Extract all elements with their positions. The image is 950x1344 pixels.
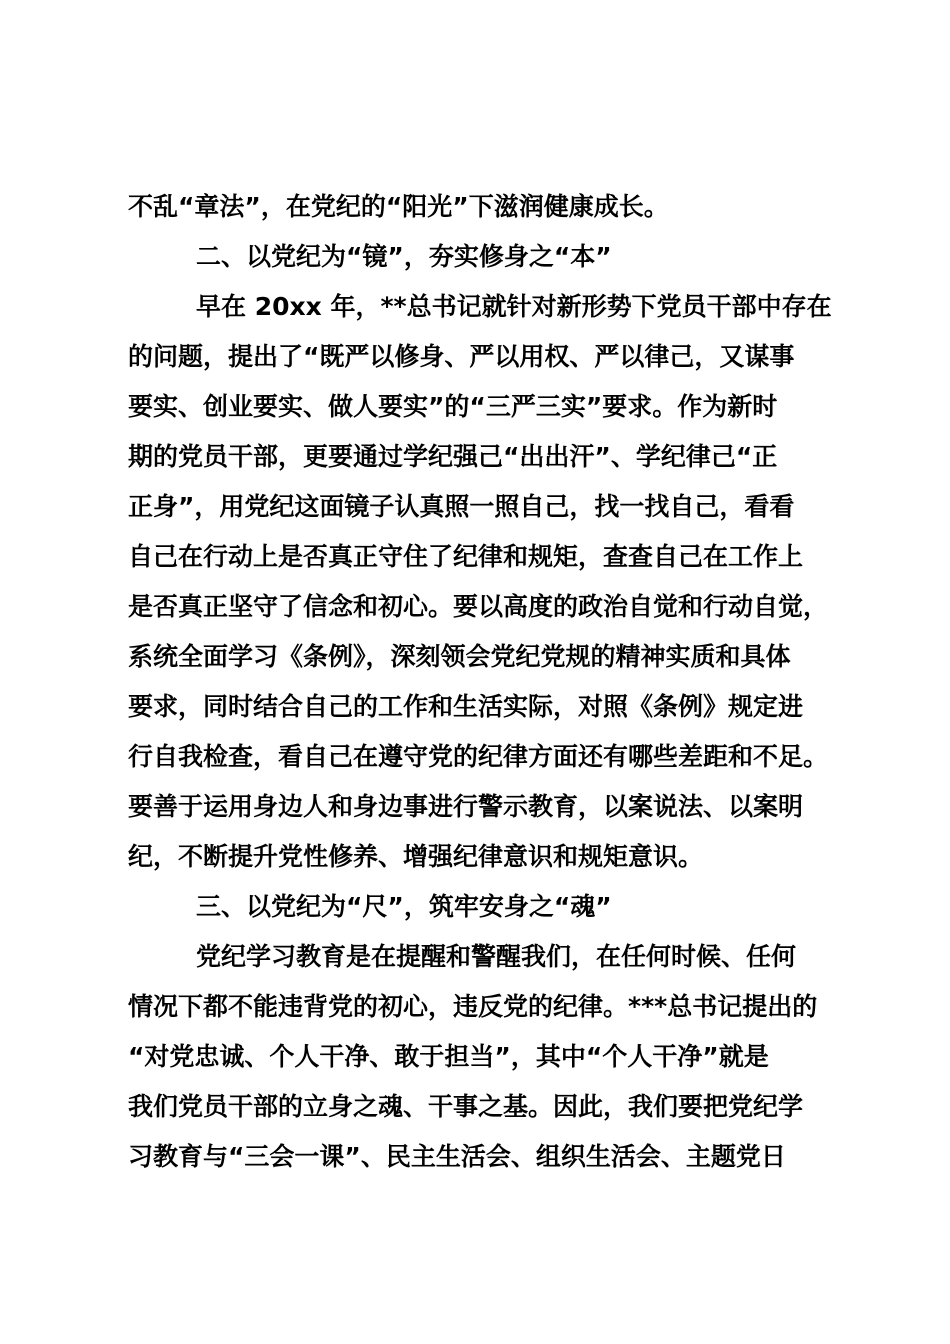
paragraph-line: 我们党员干部的立身之魂、干事之基。因此，我们要把党纪学	[128, 1092, 804, 1121]
paragraph-line: 正身”，用党纪这面镜子认真照一照自己，找一找自己，看看	[128, 492, 795, 521]
paragraph-line: 期的党员干部，更要通过学纪强己“出出汗”、学纪律己“正	[128, 442, 778, 471]
paragraph-line: 情况下都不能违背党的初心，违反党的纪律。***总书记提出的	[128, 992, 818, 1021]
paragraph-continuation-line: 不乱“章法”，在党纪的“阳光”下滋润健康成长。	[128, 192, 669, 221]
paragraph-line: 党纪学习教育是在提醒和警醒我们，在任何时候、任何	[196, 942, 797, 971]
section-heading-3: 三、以党纪为“尺”，筑牢安身之“魂”	[196, 892, 612, 921]
paragraph-line: 要求，同时结合自己的工作和生活实际，对照《条例》规定进	[128, 692, 804, 721]
paragraph-line: 自己在行动上是否真正守住了纪律和规矩，查查自己在工作上	[128, 542, 804, 571]
document-body	[128, 182, 840, 1182]
paragraph-line: “对党忠诚、个人干净、敢于担当”，其中“个人干净”就是	[128, 1042, 769, 1071]
paragraph-line: 习教育与“三会一课”、民主生活会、组织生活会、主题党日	[128, 1142, 786, 1171]
paragraph-line: 要实、创业要实、做人要实”的“三严三实”要求。作为新时	[128, 392, 778, 421]
paragraph-line: 要善于运用身边人和身边事进行警示教育，以案说法、以案明	[128, 792, 804, 821]
paragraph-line: 早在 20xx 年，**总书记就针对新形势下党员干部中存在	[196, 292, 832, 321]
paragraph-line: 的问题，提出了“既严以修身、严以用权、严以律己，又谋事	[128, 342, 795, 371]
paragraph-line: 是否真正坚守了信念和初心。要以高度的政治自觉和行动自觉，	[128, 592, 829, 621]
paragraph-line: 纪，不断提升党性修养、增强纪律意识和规矩意识。	[128, 842, 704, 871]
paragraph-line: 行自我检查，看自己在遵守党的纪律方面还有哪些差距和不足。	[128, 742, 829, 771]
paragraph-line: 系统全面学习《条例》，深刻领会党纪党规的精神实质和具体	[128, 642, 791, 671]
section-heading-2: 二、以党纪为“镜”，夯实修身之“本”	[196, 242, 612, 271]
